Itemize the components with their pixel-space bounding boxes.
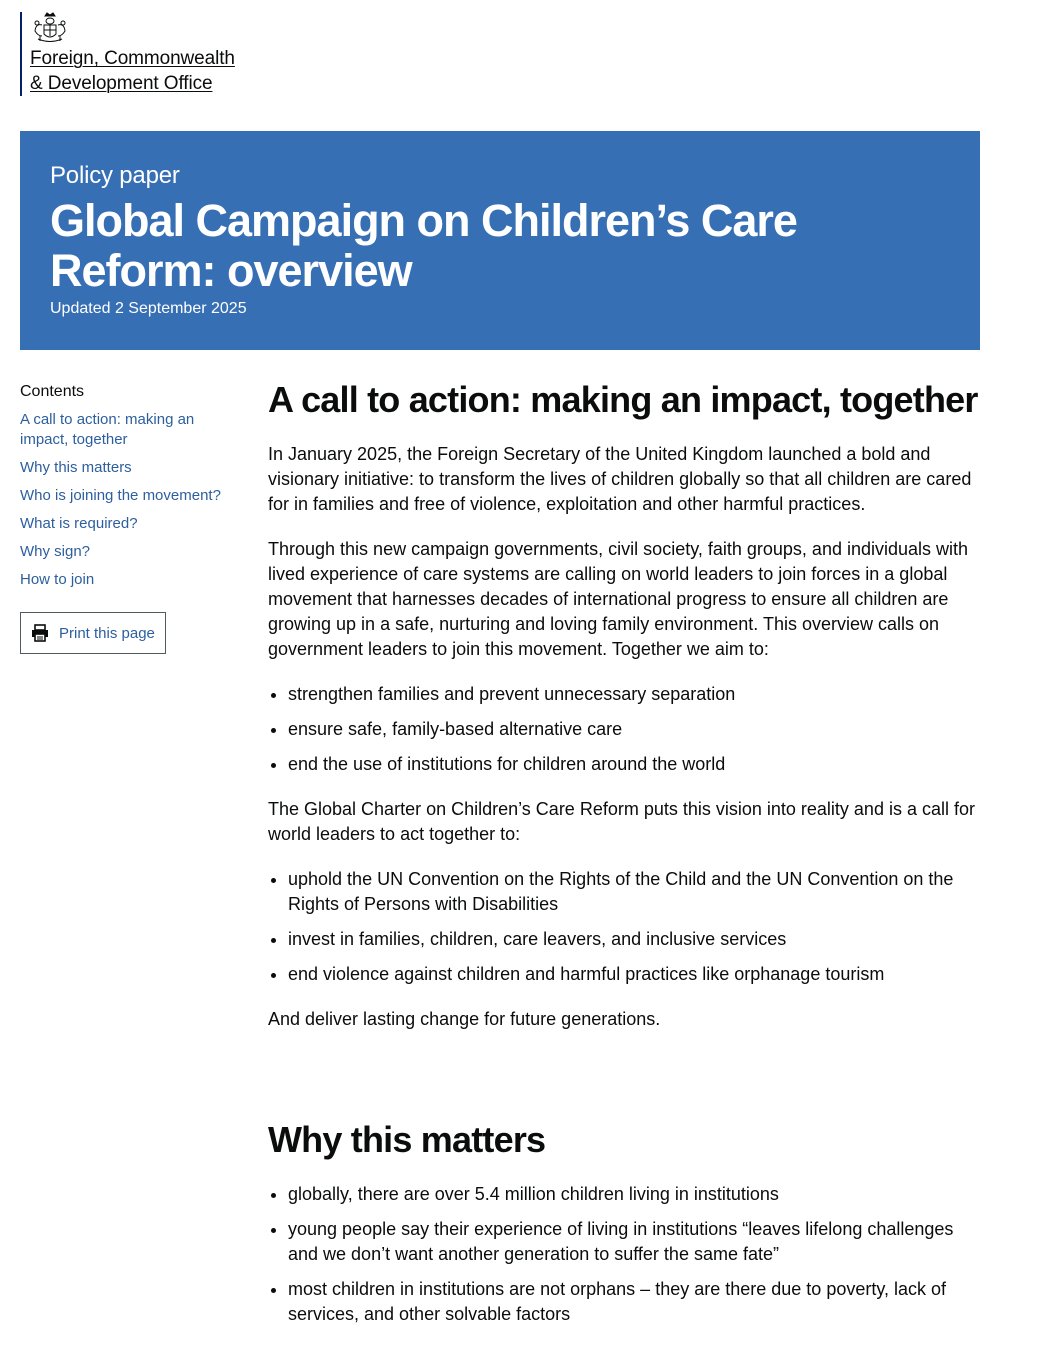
printer-icon [31, 624, 49, 642]
paragraph: The Global Charter on Children’s Care Reform puts this vision into reality and is a call for world leaders to act together to: [268, 799, 975, 844]
list-item: • end violence against children and harmful practices like orphanage tourism [288, 962, 984, 987]
print-button-label: Print this page [59, 624, 155, 642]
bullet-list [268, 1182, 984, 1327]
document-type: Policy paper [50, 162, 180, 189]
print-page-button[interactable] [20, 612, 166, 654]
bullet-list [268, 682, 984, 777]
list-item: • invest in families, children, care leavers, and inclusive services [288, 927, 984, 952]
section-call-to-action [268, 380, 984, 1032]
royal-crest-icon [30, 12, 70, 44]
list-item: • strengthen families and prevent unnecessary separation [288, 682, 984, 707]
section-heading: A call to action: making an impact, together [268, 379, 978, 420]
contents-link-why-sign[interactable]: Why sign? [20, 543, 91, 560]
section-why-this-matters [268, 1120, 984, 1327]
paragraph: Through this new campaign governments, civil society, faith groups, and individuals with lived experience of care systems are calling on world leaders to join forces in a global movement that harnesses decades of international progress to ensure all children are growing up in a safe, nurturing and loving family environment. This overview calls on government leaders to join this movement. Together we aim to: [268, 539, 969, 659]
paragraph: And deliver lasting change for future generations. [268, 1009, 661, 1029]
page-title: Global Campaign on Children’s Care Reform: overview [50, 195, 797, 296]
organisation-name [30, 46, 260, 96]
contents-item [20, 514, 235, 534]
contents-link-why-this-matters[interactable]: Why this matters [20, 459, 132, 476]
contents-link-what-is-required[interactable]: What is required? [20, 515, 138, 532]
contents-item [20, 458, 235, 478]
contents-heading: Contents [20, 383, 85, 400]
updated-date: Updated 2 September 2025 [50, 300, 247, 317]
organisation-name-line2: & Development Office [30, 73, 213, 94]
paragraph: In January 2025, the Foreign Secretary of the United Kingdom launched a bold and visionary initiative: to transform the lives of children globally so that all children are cared for in families and free of violence, exploitation and other harmful practices. [268, 444, 972, 514]
list-item: • most children in institutions are not orphans – they are there due to poverty, lack of services, and other solvable factors [288, 1277, 984, 1327]
contents-item [20, 542, 235, 562]
section-spacer [268, 1052, 984, 1120]
list-item: • young people say their experience of living in institutions “leaves lifelong challenges and we don’t want another generation to suffer the same fate” [288, 1217, 984, 1267]
list-item: • uphold the UN Convention on the Rights of the Child and the UN Convention on the Rights of Persons with Disabilities [288, 867, 984, 917]
main-content [268, 380, 984, 1347]
contents-item [20, 410, 235, 450]
title-banner [20, 131, 980, 350]
contents-list [20, 410, 235, 590]
bullet-list [268, 867, 984, 987]
contents-sidebar [20, 382, 235, 654]
list-item: • end the use of institutions for children around the world [288, 752, 984, 777]
section-heading: Why this matters [268, 1119, 546, 1160]
contents-item [20, 486, 235, 506]
organisation-name-line1: Foreign, Commonwealth [30, 48, 235, 69]
contents-link-how-to-join[interactable]: How to join [20, 571, 95, 588]
contents-item [20, 570, 235, 590]
contents-link-call-to-action[interactable]: A call to action: making an impact, together [20, 411, 195, 448]
list-item: • globally, there are over 5.4 million children living in institutions [288, 1182, 984, 1207]
organisation-logo-link[interactable] [20, 12, 260, 96]
contents-link-who-is-joining[interactable]: Who is joining the movement? [20, 487, 221, 504]
list-item: • ensure safe, family-based alternative care [288, 717, 984, 742]
